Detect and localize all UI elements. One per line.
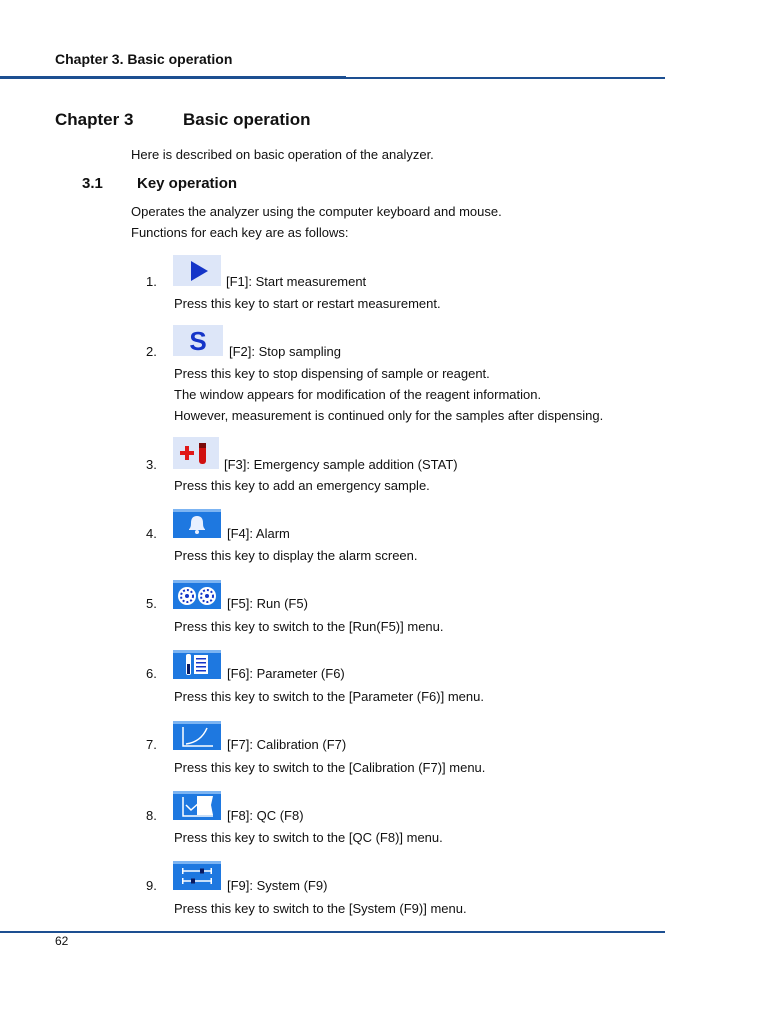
item-description: Press this key to stop dispensing of sample or reagent. bbox=[174, 366, 490, 381]
item-description: However, measurement is continued only for the samples after dispensing. bbox=[174, 408, 604, 423]
item-description: Press this key to switch to the [Calibration (F7)] menu. bbox=[174, 760, 486, 775]
item-label: [F7]: Calibration (F7) bbox=[227, 737, 347, 752]
play-icon bbox=[173, 255, 221, 286]
qc-chart-icon bbox=[173, 791, 221, 820]
system-sliders-icon bbox=[173, 861, 221, 890]
item-description: Press this key to switch to the [QC (F8)] menu. bbox=[174, 830, 443, 845]
item-description: Press this key to add an emergency sample. bbox=[174, 478, 430, 493]
item-description: The window appears for modification of the reagent information. bbox=[174, 387, 542, 402]
run-carousel-icon bbox=[173, 580, 221, 609]
item-label: [F5]: Run (F5) bbox=[227, 596, 308, 611]
chapter-intro: Here is described on basic operation of the analyzer. bbox=[131, 147, 434, 162]
item-description: Press this key to display the alarm screen. bbox=[174, 548, 418, 563]
item-label: [F9]: System (F9) bbox=[227, 878, 328, 893]
item-label: [F3]: Emergency sample addition (STAT) bbox=[224, 457, 458, 472]
item-number: 9. bbox=[146, 878, 157, 893]
alarm-bell-icon bbox=[173, 509, 221, 538]
item-number: 4. bbox=[146, 526, 157, 541]
item-label: [F1]: Start measurement bbox=[226, 274, 367, 289]
item-label: [F8]: QC (F8) bbox=[227, 808, 304, 823]
item-description: Press this key to switch to the [Run(F5)] menu. bbox=[174, 619, 444, 634]
item-number: 1. bbox=[146, 274, 157, 289]
item-number: 7. bbox=[146, 737, 157, 752]
header-rule bbox=[0, 76, 346, 79]
item-number: 3. bbox=[146, 457, 157, 472]
parameter-icon bbox=[173, 650, 221, 679]
section-line: Operates the analyzer using the computer keyboard and mouse. bbox=[131, 204, 502, 219]
item-label: [F6]: Parameter (F6) bbox=[227, 666, 345, 681]
item-description: Press this key to start or restart measurement. bbox=[174, 296, 441, 311]
section-line: Functions for each key are as follows: bbox=[131, 225, 349, 240]
item-label: [F2]: Stop sampling bbox=[229, 344, 341, 359]
header-rule-extension bbox=[346, 77, 665, 79]
item-description: Press this key to switch to the [System (F9)] menu. bbox=[174, 901, 467, 916]
section-number: 3.1 bbox=[82, 175, 103, 192]
emergency-sample-icon bbox=[173, 437, 219, 469]
footer-rule bbox=[0, 931, 665, 933]
item-number: 2. bbox=[146, 344, 157, 359]
page-number: 62 bbox=[55, 934, 69, 948]
item-number: 6. bbox=[146, 666, 157, 681]
chapter-name: Basic operation bbox=[183, 110, 311, 129]
chapter-label: Chapter 3 bbox=[55, 110, 134, 129]
item-number: 8. bbox=[146, 808, 157, 823]
stop-sampling-s-icon bbox=[173, 325, 223, 356]
svg-text:S: S bbox=[189, 326, 207, 356]
calibration-curve-icon bbox=[173, 721, 221, 750]
item-label: [F4]: Alarm bbox=[227, 526, 290, 541]
item-description: Press this key to switch to the [Parameter (F6)] menu. bbox=[174, 689, 484, 704]
section-title: Key operation bbox=[137, 175, 238, 192]
item-number: 5. bbox=[146, 596, 157, 611]
running-header-title: Chapter 3. Basic operation bbox=[55, 51, 233, 67]
